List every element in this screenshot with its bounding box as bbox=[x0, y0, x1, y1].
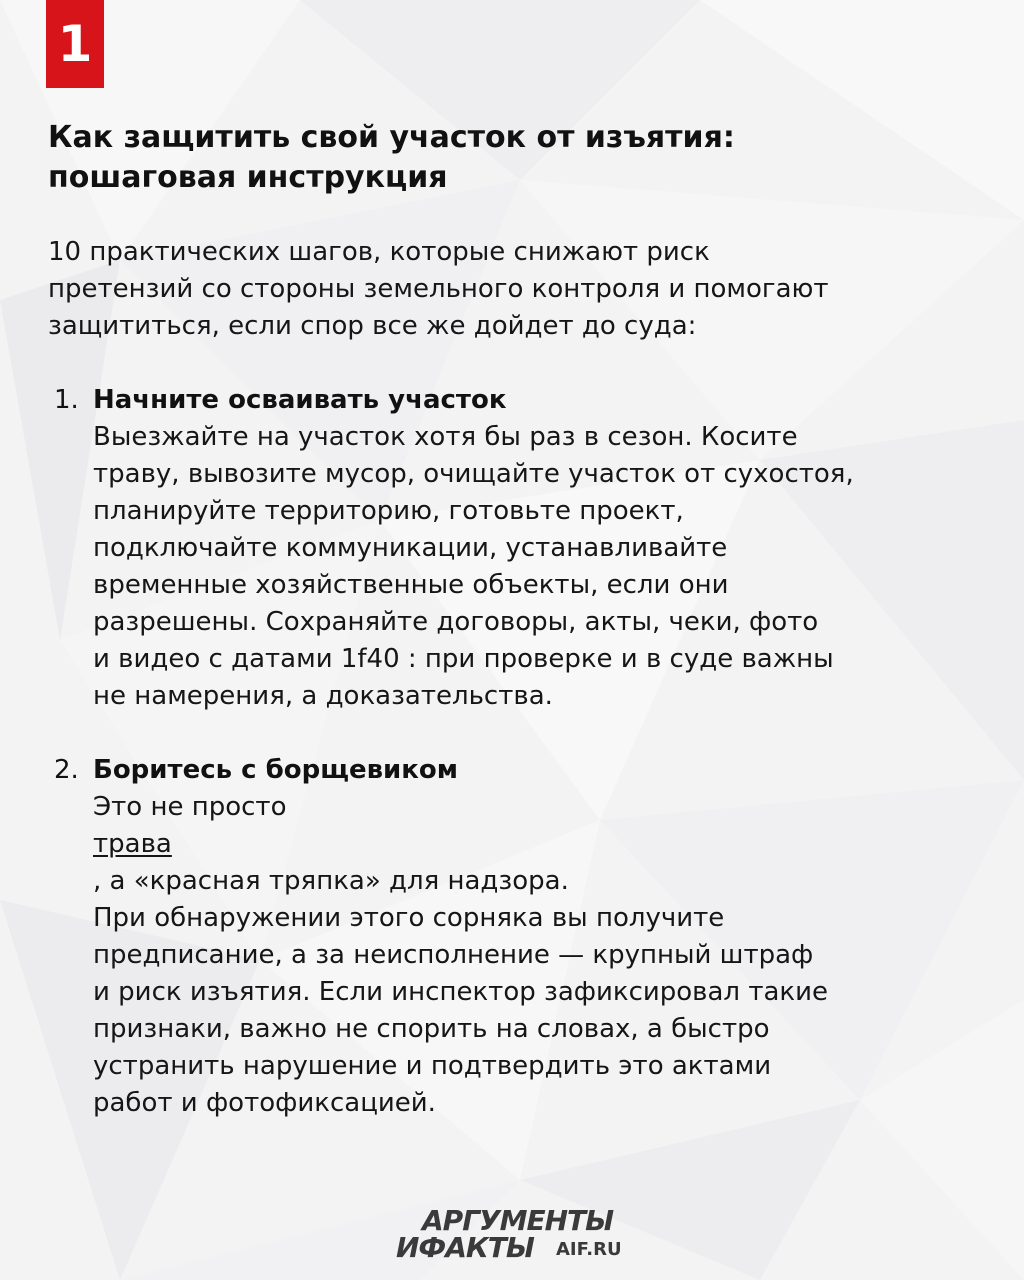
intro-line: защититься, если спор все же дойдет до суда: bbox=[48, 311, 697, 341]
step-body-line: разрешены. Сохраняйте договоры, акты, чеки, фото bbox=[93, 607, 819, 637]
step-body-line: и видео с датами 1f40 : при проверке и в суде важны bbox=[93, 644, 834, 674]
grass-link[interactable]: трава bbox=[93, 829, 172, 859]
page-number: 1 bbox=[57, 15, 93, 73]
logo-line-top: АРГУМЕНТЫ bbox=[422, 1204, 614, 1237]
intro-line: претензий со стороны земельного контроля и помогают bbox=[48, 274, 829, 304]
step-body-line: При обнаружении этого сорняка вы получите bbox=[93, 903, 725, 933]
intro-line: 10 практических шагов, которые снижают риск bbox=[48, 237, 710, 267]
step-body-line: подключайте коммуникации, устанавливайте bbox=[93, 533, 728, 563]
step-body-line: и риск изъятия. Если инспектор зафиксировал такие bbox=[93, 977, 828, 1007]
step-number: 1. bbox=[54, 385, 79, 415]
step-body-line: работ и фотофиксацией. bbox=[93, 1088, 436, 1118]
aif-logo bbox=[396, 1204, 656, 1264]
title-line: пошаговая инструкция bbox=[48, 160, 448, 195]
step-body-line bbox=[93, 789, 973, 900]
step-number: 2. bbox=[54, 755, 79, 785]
step-body bbox=[93, 789, 973, 1122]
page-title bbox=[48, 118, 948, 198]
step-body-line: устранить нарушение и подтвердить это актами bbox=[93, 1051, 772, 1081]
title-line: Как защитить свой участок от изъятия: bbox=[48, 120, 735, 155]
step-body-line: признаки, важно не спорить на словах, а быстро bbox=[93, 1014, 770, 1044]
step-body-line: временные хозяйственные объекты, если они bbox=[93, 570, 729, 600]
step-body-line: не намерения, а доказательства. bbox=[93, 681, 553, 711]
step-body bbox=[93, 419, 973, 715]
step-heading: Начните осваивать участок bbox=[93, 385, 507, 415]
step-heading: Боритесь с борщевиком bbox=[93, 755, 459, 785]
step-body-line: предписание, а за неисполнение — крупный штраф bbox=[93, 940, 814, 970]
logo-line-bottom: ИФАКТЫ bbox=[396, 1231, 534, 1264]
step-body-line: планируйте территорию, готовьте проект, bbox=[93, 496, 684, 526]
step-body-line: траву, вывозите мусор, очищайте участок от сухостоя, bbox=[93, 459, 854, 489]
page-number-badge bbox=[46, 0, 104, 88]
logo-site: AIF.RU bbox=[556, 1239, 622, 1260]
step-body-text: , а «красная тряпка» для надзора. bbox=[93, 866, 569, 896]
step-body-line: Выезжайте на участок хотя бы раз в сезон. Косите bbox=[93, 422, 798, 452]
intro-paragraph bbox=[48, 234, 968, 345]
step-body-text: Это не просто bbox=[93, 792, 287, 822]
